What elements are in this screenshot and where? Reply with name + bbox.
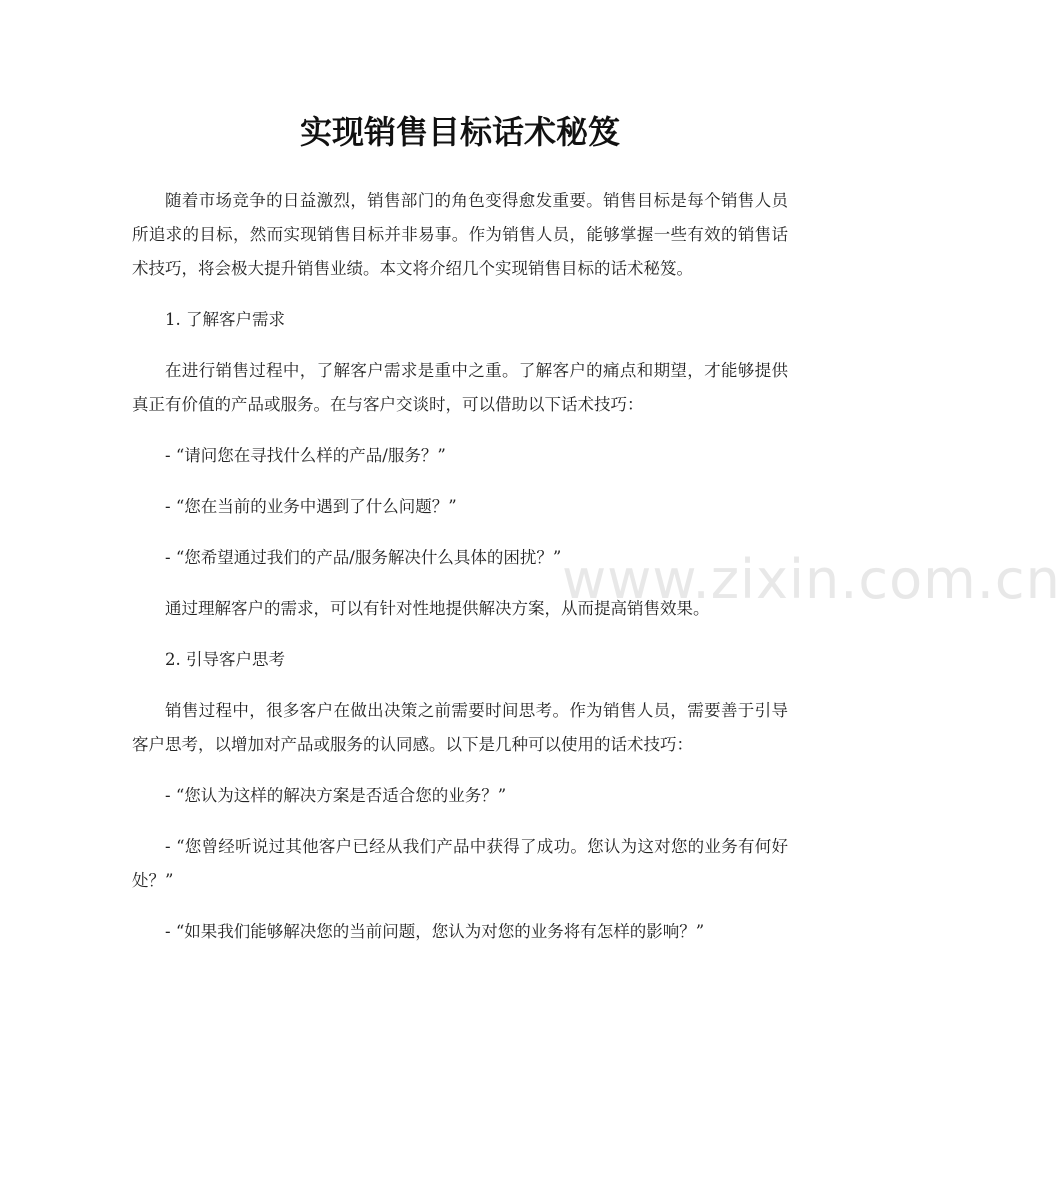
- section-heading: 2. 引导客户思考: [165, 650, 285, 669]
- document-body: [132, 184, 788, 949]
- intro-paragraph: 随着市场竞争的日益激烈，销售部门的角色变得愈发重要。销售目标是每个销售人员所追求的目标，然而实现销售目标并非易事。作为销售人员，能够掌握一些有效的销售话术技巧，将会极大提升销售业绩。本文将介绍几个实现销售目标的话术秘笈。: [132, 191, 788, 278]
- bullet-item: - “您希望通过我们的产品/服务解决什么具体的困扰？”: [165, 548, 562, 567]
- watermark: www.zixin.com.cn: [562, 548, 1061, 611]
- document-title: 实现销售目标话术秘笈: [299, 113, 620, 151]
- bullet-item: - “您曾经听说过其他客户已经从我们产品中获得了成功。您认为这对您的业务有何好处？”: [132, 837, 788, 890]
- bullet-item: - “如果我们能够解决您的当前问题，您认为对您的业务将有怎样的影响？”: [165, 922, 705, 941]
- bullet-item: - “您认为这样的解决方案是否适合您的业务？”: [165, 786, 507, 805]
- bullet-item: - “您在当前的业务中遇到了什么问题？”: [165, 497, 457, 516]
- bullet-item: - “请问您在寻找什么样的产品/服务？”: [165, 446, 446, 465]
- section-paragraph: 销售过程中，很多客户在做出决策之前需要时间思考。作为销售人员，需要善于引导客户思考，以增加对产品或服务的认同感。以下是几种可以使用的话术技巧：: [132, 701, 788, 754]
- section-paragraph: 在进行销售过程中，了解客户需求是重中之重。了解客户的痛点和期望，才能够提供真正有价值的产品或服务。在与客户交谈时，可以借助以下话术技巧：: [132, 361, 788, 414]
- section-closing: 通过理解客户的需求，可以有针对性地提供解决方案，从而提高销售效果。: [165, 599, 710, 618]
- section-heading: 1. 了解客户需求: [165, 310, 285, 329]
